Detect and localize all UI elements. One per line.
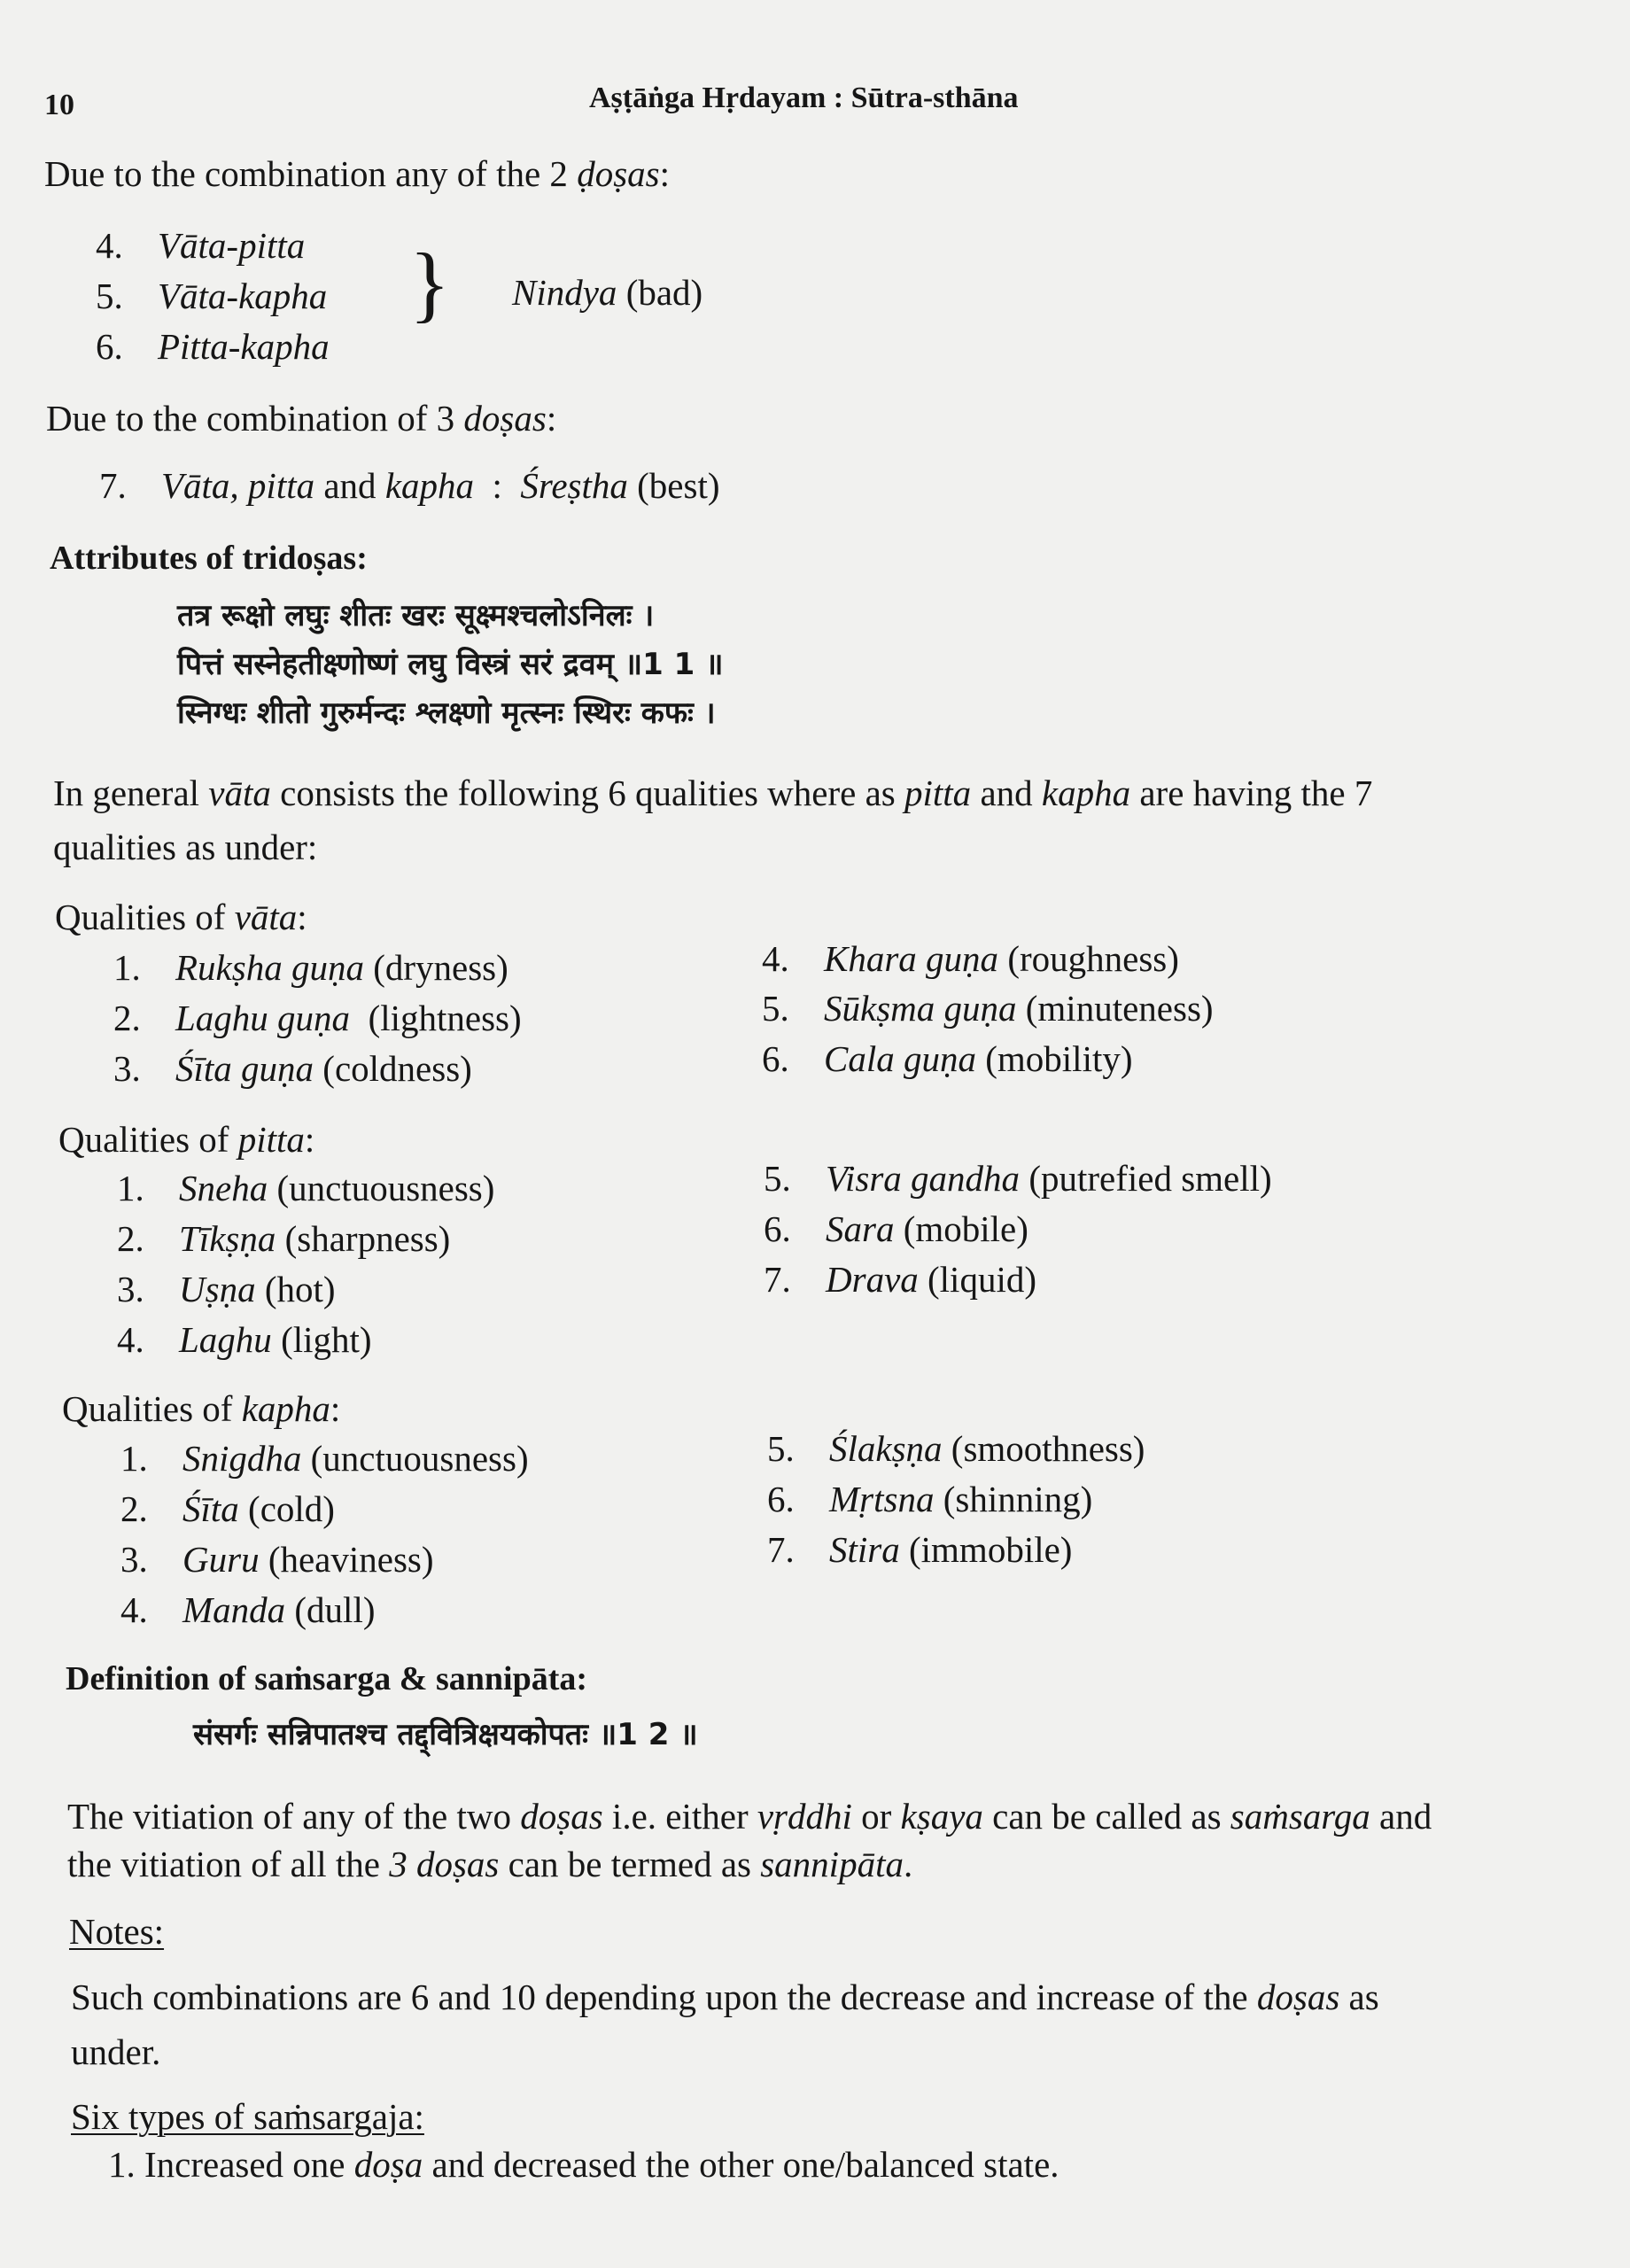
- sanskrit-verse-line-1: तत्र रूक्षो लघुः शीतः खरः सूक्ष्मश्चलोऽनिलः ।: [177, 598, 655, 633]
- sanskrit-verse-line-2: पित्तं सस्नेहतीक्ष्णोष्णं लघु विस्त्रं सरं द्रवम् ॥1 1 ॥: [177, 647, 724, 682]
- definition-verse: संसर्गः सन्निपातश्च तद्द्वित्रिक्षयकोपतः ॥1 2 ॥: [193, 1717, 698, 1752]
- definition-heading: Definition of saṁsarga & sannipāta:: [66, 1660, 588, 1697]
- three-dosa-intro: Due to the combination of 3 doṣas:: [46, 398, 557, 439]
- grouping-brace: }: [409, 236, 451, 330]
- running-header-title: Aṣṭāṅga Hṛdayam : Sūtra-sthāna: [589, 82, 1019, 114]
- pitta-quality-4: 4. Laghu (light): [117, 1319, 372, 1360]
- page-number: 10: [44, 89, 74, 121]
- vitiation-paragraph-line-2: the vitiation of all the 3 doṣas can be termed as sannipāta.: [67, 1844, 913, 1884]
- vata-quality-5: 5. Sūkṣma guṇa (minuteness): [762, 988, 1214, 1029]
- two-dosa-intro: Due to the combination any of the 2 ḍoṣas:: [44, 153, 671, 194]
- pitta-qualities-heading: Qualities of pitta:: [58, 1119, 315, 1160]
- vitiation-paragraph-line-1: The vitiation of any of the two doṣas i.e. either vṛddhi or kṣaya can be called as saṁsarga and: [67, 1796, 1432, 1837]
- vata-quality-1: 1. Rukṣha guṇa (dryness): [113, 947, 508, 988]
- kapha-quality-6: 6. Mṛtsna (shinning): [767, 1479, 1093, 1519]
- kapha-quality-2: 2. Śīta (cold): [120, 1488, 335, 1529]
- combo-item-7: 7. Vāta, pitta and kapha : Śreṣtha (best): [99, 465, 720, 506]
- vata-quality-2: 2. Laghu guṇa (lightness): [113, 998, 522, 1038]
- combo-item-5: 5. Vāta-kapha: [96, 276, 328, 316]
- pitta-quality-7: 7. Drava (liquid): [764, 1259, 1036, 1300]
- combo-item-6: 6. Pitta-kapha: [96, 326, 330, 367]
- vata-quality-6: 6. Cala guṇa (mobility): [762, 1038, 1133, 1079]
- kapha-quality-5: 5. Ślakṣṇa (smoothness): [767, 1428, 1145, 1469]
- kapha-quality-3: 3. Guru (heaviness): [120, 1539, 434, 1580]
- notes-heading: Notes:: [69, 1911, 165, 1952]
- kapha-quality-7: 7. Stira (immobile): [767, 1529, 1073, 1570]
- six-types-item-1: 1. Increased one doṣa and decreased the other one/balanced state.: [108, 2144, 1060, 2185]
- sanskrit-verse-line-3: स्निग्धः शीतो गुरुर्मन्दः श्लक्ष्णो मृत्स्नः स्थिरः कफः ।: [177, 695, 716, 731]
- vata-quality-4: 4. Khara guṇa (roughness): [762, 938, 1179, 979]
- pitta-quality-2: 2. Tīkṣṇa (sharpness): [117, 1218, 451, 1259]
- combo-item-4: 4. Vāta-pitta: [96, 225, 306, 266]
- pitta-quality-5: 5. Visra gandha (putrefied smell): [764, 1158, 1272, 1199]
- vata-quality-3: 3. Śīta guṇa (coldness): [113, 1048, 472, 1089]
- vata-qualities-heading: Qualities of vāta:: [55, 897, 307, 937]
- six-types-heading: Six types of saṁsargaja:: [71, 2096, 424, 2137]
- notes-paragraph-line-2: under.: [71, 2031, 161, 2072]
- attributes-heading: Attributes of tridoṣas:: [50, 540, 368, 577]
- nindya-verdict: Nindya (bad): [512, 272, 703, 313]
- kapha-qualities-heading: Qualities of kapha:: [62, 1388, 341, 1429]
- notes-paragraph-line-1: Such combinations are 6 and 10 depending upon the decrease and increase of the doṣas as: [71, 1977, 1379, 2017]
- pitta-quality-1: 1. Sneha (unctuousness): [117, 1168, 495, 1208]
- kapha-quality-1: 1. Snigdha (unctuousness): [120, 1438, 529, 1479]
- general-paragraph-line-2: qualities as under:: [53, 827, 318, 867]
- kapha-quality-4: 4. Manda (dull): [120, 1589, 376, 1630]
- pitta-quality-6: 6. Sara (mobile): [764, 1208, 1028, 1249]
- pitta-quality-3: 3. Uṣṇa (hot): [117, 1269, 336, 1309]
- general-paragraph-line-1: In general vāta consists the following 6 qualities where as pitta and kapha are having the 7: [53, 773, 1373, 813]
